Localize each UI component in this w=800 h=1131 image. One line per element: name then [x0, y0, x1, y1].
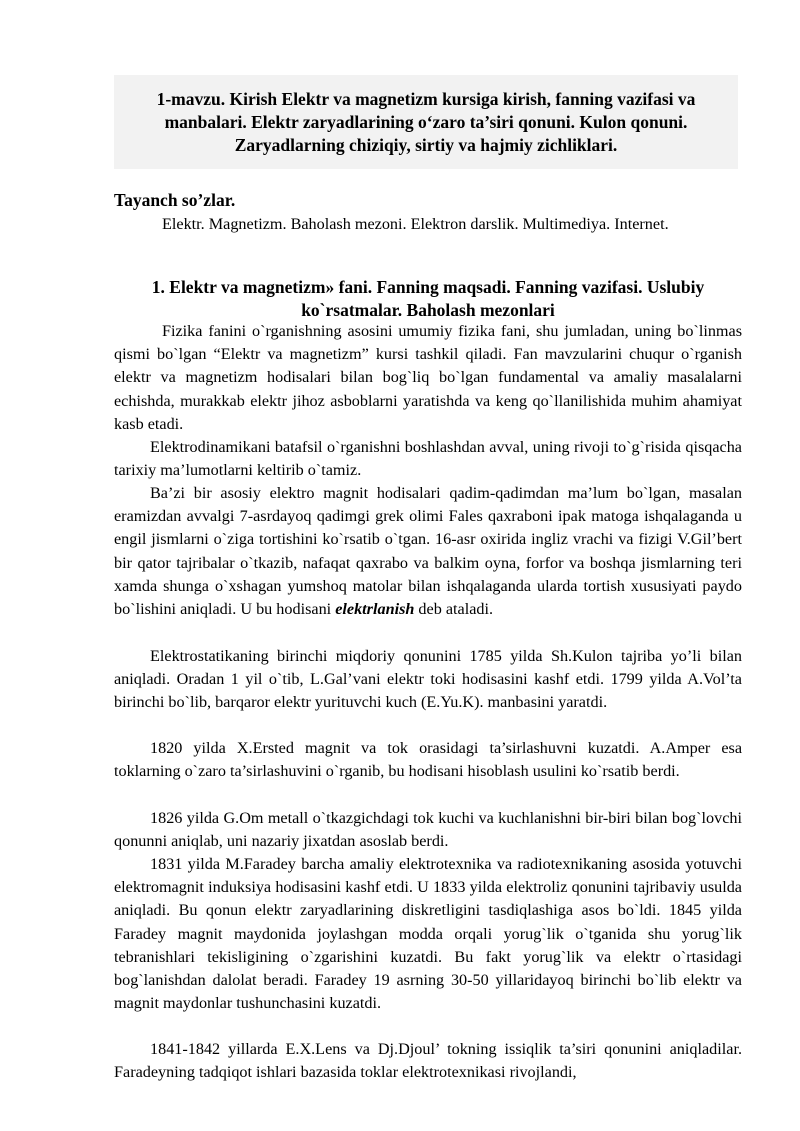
paragraph-6: 1826 yilda G.Om metall o`tkazgichdagi tok kuchi va kuchlanishni bir-biri bilan bog`lovchi qonunni aniqlab, uni nazariy jixatdan asoslab berdi.: [114, 809, 742, 851]
paragraph-8: 1841-1842 yillarda E.X.Lens va Dj.Djoul’ tokning issiqlik ta’siri qonunini aniqladilar. Faradeyning tadqiqot ishlari bazasida toklar elektrotexnikasi rivojlandi,: [114, 1040, 742, 1082]
paragraph-1: Fizika fanini o`rganishning asosini umumiy fizika fani, shu jumladan, uning bo`linmas qismi bo`lgan “Elektr va magnetizm” kursi tashkil qiladi. Fan mavzularini chuqur o`rganish elektr va magnetizm hodisalari bilan bog`liq bo`lgan fundamental va amaliy masalalarni echishda, murakkab elektr jihoz asboblarni yaratishda va keng qo`llanilishida muhim ahamiyat kasb etadi.: [114, 322, 742, 433]
paragraph-4: Elektrostatikaning birinchi miqdoriy qonunini 1785 yilda Sh.Kulon tajriba yo’li bilan aniqladi. Oradan 1 yil o`tib, L.Gal’vani elektr toki hodisasini kashf etdi. 1799 yilda A.Vol’ta birinchi bo`lib, barqaror elektr yurituvchi kuch (E.Yu.K). manbasini yaratdi.: [114, 647, 742, 712]
section-heading: 1. Elektr va magnetizm» fani. Fanning maqsadi. Fanning vazifasi. Uslubiy ko`rsatmalar. Baholash mezonlari: [151, 277, 705, 320]
paragraph-5: 1820 yilda X.Ersted magnit va tok orasidagi ta’sirlashuvni kuzatdi. A.Amper esa toklarning o`zaro ta’sirlashuvini o`rganib, bu hodisani hisoblash usulini ko`rsatib berdi.: [114, 739, 742, 781]
keywords-heading: Tayanch so’zlar.: [114, 190, 236, 210]
paragraph-2: Elektrodinamikani batafsil o`rganishni boshlashdan avval, uning rivoji to`g`risida qisqacha tarixiy ma’lumotlarni keltirib o`tamiz.: [114, 438, 742, 480]
paragraph-7: 1831 yilda M.Faradey barcha amaliy elektrotexnika va radiotexnikaning asosida yotuvchi elektromagnit induksiya hodisasini kashf etdi. U 1833 yilda elektroliz qonunini tajribaviy usulda aniqladi. Bu qonun elektr zaryadlarining diskretligini tasdiqlashiga asos bo`ldi. 1845 yilda Faradey magnit maydonida joylashgan modda orqali yorug`lik o`tganida shu yorug`lik tebranishlari tekisligining o`zgarishini kuzatdi. Bu fakt yorug`lik va elektr o`rtasidagi bog`lanishdan dalolat beradi. Faradey 19 asrning 30-50 yillaridayoq birinchi bo`lib elektr va magnit maydonlar tushunchasini kuzatdi.: [114, 855, 742, 1013]
page-title: 1-mavzu. Kirish Elektr va magnetizm kursiga kirish, fanning vazifasi va manbalari. Elektr zaryadlarining o‘zaro ta’siri qonuni. Kulon qonuni. Zaryadlarning chiziqiy, sirtiy va hajmiy zichliklari.: [156, 89, 696, 155]
keywords-text: Elektr. Magnetizm. Baholash mezoni. Elektron darslik. Multimediya. Internet.: [162, 215, 669, 233]
paragraph-3-text-start: Ba’zi bir asosiy elektro magnit hodisalari qadim-qadimdan ma’lum bo`lgan, masalan eramizdan avvalgi 7-asrdayoq qadimgi grek olimi Fales qaxraboni ipak matoga ishqalaganda u engil jismlarni o`ziga tortishini ko`rsatib o`tgan. 16-asr oxirida ingliz vrachi va fizigi V.Gil’bert bir qator tajribalar o`tkazib, nafaqat qaxrabo va balkim oyna, forfor va boshqa jismlarning teri xamda shunga o`xshagan yumshoq matolar bilan ishqalaganda ularda tortish xususiyati paydo bo`lishini aniqladi. U bu hodisani: [114, 484, 742, 619]
paragraph-3: [114, 482, 742, 621]
paragraph-3-text-end: deb ataladi.: [414, 600, 494, 619]
term-elektrlanish: elektrlanish: [335, 600, 415, 619]
